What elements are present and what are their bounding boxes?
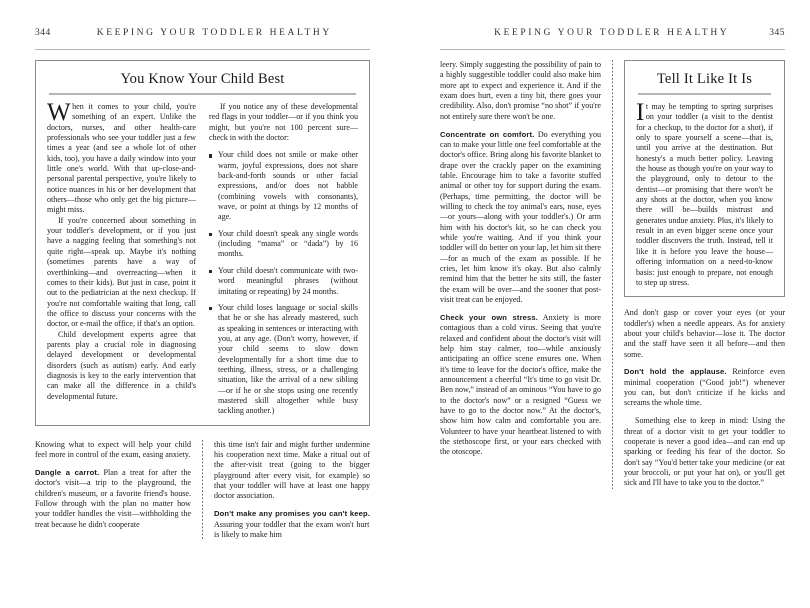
folio-right: 345 <box>769 28 785 38</box>
box-paragraph-1: When it comes to your child, you're something of an expert. Unlike the doctors, nurses, and other health-care professionals who see your toddler just a few times a year (and see a whole lot of other kids, too), you have a daily window into your little one's world. With that up-close-and-personal parental perspective, you're likely to notice nuances in his or her development that others—those who only get the big picture—might miss. <box>47 99 196 215</box>
right-side-paragraph-3: Something else to keep in mind: Using the threat of a doctor visit to get your toddler to cooperate is never a good idea—and can end up sparking or feeding his fear of the doctor. So don't say “You'd better take your medicine (or eat your broccoli, or put your hat on), or you'll get sick and I'll have to take you to the doctor.” <box>624 416 785 488</box>
box-title-rule-left <box>49 93 356 95</box>
box-columns-left <box>47 99 358 417</box>
right-body-paragraph-2-text: Do everything you can to make your little one feel comfortable at the doctor's office. Bring along his favorite blanket to drape over the crackly paper on the examining table. Encourage him to take a favorite stuffed animal or other toy for support during the exam. (Perhaps, time permitting, the doctor will be willing to check the toy animal's ears, nose, eyes—or yours—along with your toddler's.) Or arm him with his doctor's kit, so he can check you while you're waiting. And if you think your toddler will do better on your lap, let him sit there—for as much of the exam as possible. If he cries, let him know it's okay. But also calmly remind him that the better he sits still, the faster the exam will be over—and the sooner that post-visit treat can be enjoyed. <box>440 129 601 305</box>
list-item: Your child loses language or social skills that he or she has already mastered, such as speaking in sentences or interacting with you, at any age. (Don't worry, however, if your child seems to slow down developmentally for a short time due to teething, illness, stress, or a challenging situation, like the arrival of a new sibling—or if he or she stops using one recently mastered skill altogether while busy tackling another.) <box>209 303 358 417</box>
sidebar-box-you-know-your-child-best <box>35 60 370 426</box>
box-title-right: Tell It Like It Is <box>656 71 753 87</box>
header-rule-right <box>440 49 785 50</box>
right-side-paragraph-1: And don't gasp or cover your eyes (or your toddler's) when a needle appears. As for anxiety about your child's behavior—lose it. The doctor and the staff have seen it all before—and then some. <box>624 308 785 359</box>
list-item: Your child doesn't speak any single words (including “mama” or “dada”) by 16 months. <box>209 229 358 260</box>
right-body-paragraph-3-text: Anxiety is more contagious than a cold virus. Seeing that you're relaxed and confident about the doctor's visit will help him stay calmer, too—while anxiously anticipating an office scene ensures one. When it's time to leave for the doctor's office, make the announcement a cheerful “It's time to go visit Dr. Ben now,” instead of an ominous “You have to go to the doctor's now” or a resigned “Guess we have to go to the doctor now.” At the doctor's, show him how calm and comfortable you are. Volunteer to have your heartbeat listened to with the stethoscope first, or your ears checked with the otoscope. <box>440 312 601 457</box>
run-in-head-concentrate-on-comfort: Concentrate on comfort. <box>440 129 535 139</box>
box-title-rule-right <box>638 93 771 95</box>
right-body-paragraph-2 <box>440 130 601 306</box>
body-paragraph-3: this time isn't fair and might further undermine his cooperation next time. Make a ritual out of the after-visit treat (going to the bigger playground after every visit, for example) so that your toddler will have at least one happy doctor association. <box>214 439 370 501</box>
running-title-right: KEEPING YOUR TODDLER HEALTHY <box>494 28 730 38</box>
list-item: Your child does not smile or make other warm, joyful expressions, does not share back-and-forth sounds or other facial expressions, and/or does not babble (combining vowels with consonants), wave, or point at things by 12 months of age. <box>209 150 358 222</box>
right-page-columns <box>440 60 785 489</box>
box-column-2 <box>209 102 358 417</box>
right-page-sidebar-column <box>613 60 785 489</box>
header-rule-left <box>35 49 370 50</box>
right-side-paragraph-2-text: Reinforce even minimal cooperation (“Good job!”) whenever you can, but don't criticize if he kicks and screams the whole time. <box>624 367 785 408</box>
body-paragraph-2 <box>35 468 191 530</box>
right-body-paragraph-1: leery. Simply suggesting the possibility of pain to a highly suggestible toddler could also make him more apt to expect and experience it. And if the exam does hurt, even a tiny bit, there goes your credibility. Also, don't promise “no shot” if you're not entirely sure there won't be one. <box>440 60 601 121</box>
body-paragraph-1: Knowing what to expect will help your child feel more in control of the exam, easing anxiety. <box>35 439 191 459</box>
box-redflags-list <box>209 150 358 416</box>
left-page-body-column-2 <box>203 440 370 541</box>
running-head-left <box>35 28 370 46</box>
box-title-left: You Know Your Child Best <box>120 71 285 87</box>
box-redflags-intro: If you notice any of these developmental red flags in your toddler—or if you think you might, but you're not 100 percent sure—check in with the doctor: <box>209 102 358 143</box>
box-column-1 <box>47 99 196 417</box>
run-in-head-no-promises: Don't make any promises you can't keep. <box>214 509 370 519</box>
body-paragraph-2-text: Plan a treat for after the doctor's visit—a trip to the playground, the children's museum, or a favorite friend's house. Follow through with the plan no matter how your toddler handles the visit—withholding the treat because he didn't cooperate <box>35 467 191 529</box>
box-paragraph-3: Child development experts agree that parents play a crucial role in diagnosing delayed development or developmental disorders (such as autism) early. And early diagnosis is key to the early intervention that can make all the difference in a child's developmental future. <box>47 329 196 401</box>
right-body-paragraph-3 <box>440 313 601 458</box>
right-page <box>405 0 810 608</box>
running-head-right <box>440 28 785 46</box>
run-in-head-dont-hold-the-applause: Don't hold the applause. <box>624 367 727 377</box>
right-page-body-column <box>440 60 612 489</box>
body-paragraph-4 <box>214 509 370 540</box>
sidebar-box-tell-it-like-it-is <box>624 60 785 297</box>
right-side-paragraph-2 <box>624 367 785 408</box>
box-paragraph-2: If you're concerned about something in your toddler's development, or if you just have a nagging feeling that something's not quite right—speak up. Maybe it's nothing (sometimes parents have a way of overthinking—and overreacting—when it comes to their kids). But just in case, point it out to the pediatrician at the next checkup. If you're not comfortable waiting that long, call the office to discuss your concerns with the doctor, or e-mail the office, if that's an option. <box>47 215 196 329</box>
left-page-body-column-1 <box>35 440 202 541</box>
body-paragraph-4-text: Assuring your toddler that the exam won't hurt is likely to make him <box>214 519 370 539</box>
run-in-head-dangle-a-carrot: Dangle a carrot. <box>35 467 100 477</box>
run-in-head-check-your-own-stress: Check your own stress. <box>440 312 539 322</box>
box-right-paragraph: It may be tempting to spring surprises on your toddler (a visit to the dentist for a checkup, to the doctor for a shot), if only to spare yourself a scene—that is, until you arrive at the destination. But honesty's a much better policy. Leaving the house as though you're on your way to the playground, only to detour to the dentist—or promising that there won't be any shots at the doctor, when you know there will be—builds mistrust and generates undue anxiety. Plus, it's likely to result in an even bigger scene once your toddler discovers the truth. Instead, tell it like it is before you leave the house—offering information on a need-to-know basis: just enough to prepare, not enough to step up stress. <box>636 99 773 287</box>
left-page-body-columns <box>35 440 370 541</box>
list-item: Your child doesn't communicate with two-word meaningful phrases (without imitating or repeating) by 24 months. <box>209 266 358 297</box>
folio-left: 344 <box>35 28 51 38</box>
running-title-left: KEEPING YOUR TODDLER HEALTHY <box>96 28 332 38</box>
